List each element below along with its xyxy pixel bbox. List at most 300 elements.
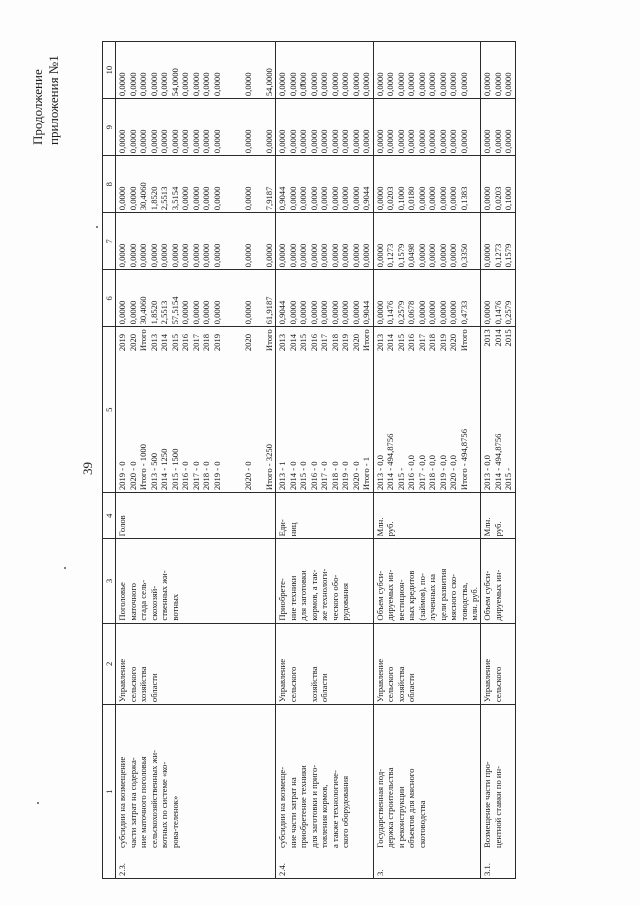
cell-line: сельского: [492, 666, 503, 703]
column-number-header: 2: [103, 623, 116, 705]
funding-c10: [373, 42, 481, 99]
cell-line: 0,0000: [427, 129, 438, 154]
cell-line: 0,0000: [190, 129, 201, 154]
cell-line: 0,0203: [385, 186, 396, 211]
cell-line: 2014: [492, 329, 503, 347]
cell-line: 0,0000: [448, 243, 459, 268]
cell-line: 0,0000: [361, 243, 372, 268]
cell-line: 0,0000: [211, 129, 222, 154]
cell-line: 0,0000: [416, 129, 427, 154]
targets: [482, 434, 513, 491]
indicator-name: [481, 539, 515, 623]
cell-line: 0,0000: [180, 186, 191, 211]
column-number-header: 6: [103, 270, 116, 327]
cell-line: 0,0000: [287, 186, 298, 211]
cell-line: 0,0000: [503, 129, 514, 154]
cell-line: области: [319, 673, 330, 703]
cell-line: Итого - 1: [361, 456, 372, 491]
cell-line: 2016 - 0: [308, 461, 319, 491]
cell-line: хозяйства: [308, 666, 319, 703]
cell-line: 0,0000: [243, 300, 254, 325]
cell-line: а также технологиче-: [329, 770, 340, 848]
cell-line: 0,0000: [277, 72, 288, 97]
years: [482, 329, 513, 346]
funding-c7: [276, 213, 373, 270]
cell-line: 0,0000: [190, 300, 201, 325]
cell-line: 2013: [277, 333, 288, 352]
subsidy-table: [102, 41, 516, 879]
cell-line: 57,5154: [169, 296, 180, 325]
cell-line: области: [148, 673, 159, 703]
cell-line: 0,0000: [287, 300, 298, 325]
cell-line: руб.: [492, 521, 503, 537]
cell-line: [233, 444, 243, 490]
funding-c6: [116, 270, 276, 327]
cell-line: 0,0000: [243, 243, 254, 268]
cell-line: вотных: [169, 593, 180, 621]
cell-line: 0,1000: [395, 186, 406, 211]
cell-line: 0,0000: [201, 129, 212, 154]
cell-line: Управление: [277, 658, 288, 703]
cell-line: 2019: [437, 333, 448, 352]
cell-line: 0,0000: [201, 72, 212, 97]
cell-line: 0,0000: [319, 243, 330, 268]
cell-line: 0,0000: [308, 300, 319, 325]
cell-line: 0,0000: [437, 243, 448, 268]
cell-line: 0,0498: [406, 243, 417, 268]
responsible-org: [481, 623, 515, 705]
unit-of-measure: [373, 493, 481, 539]
cell-line: 2019 - 0: [117, 461, 128, 491]
cell-line: 2020: [243, 333, 254, 352]
cell-line: ниц: [287, 522, 298, 537]
cell-line: 0,0000: [308, 72, 319, 97]
cell-line: ние маточного поголовья: [138, 756, 149, 848]
column-number-row: [103, 42, 116, 879]
column-number-header: 7: [103, 213, 116, 270]
cell-line: маточного: [127, 583, 138, 621]
targets: [277, 457, 371, 490]
measure-name: [116, 705, 276, 879]
cell-line: же технологи-: [319, 568, 330, 621]
cell-line: 2019 - 0,0: [437, 455, 448, 491]
cell-line: стада сель-: [138, 579, 149, 621]
cell-line: Итого: [138, 329, 149, 352]
measure-name: [276, 705, 373, 879]
cell-line: 2018: [329, 333, 340, 352]
cell-line: 0,1579: [503, 243, 514, 268]
responsible-org: [116, 623, 276, 705]
cell-line: 0,0000: [416, 186, 427, 211]
cell-line: 0,0000: [308, 243, 319, 268]
cell-line: 0,0000: [437, 129, 448, 154]
funding-c6: [373, 270, 481, 327]
cell-line: 2015 - 0: [298, 461, 309, 491]
cell-line: млн. руб.: [468, 587, 479, 621]
cell-line: объектов для мясного: [406, 768, 417, 848]
unit-of-measure: [481, 493, 515, 539]
cell-line: 2013 - 500: [148, 452, 159, 491]
cell-line: Млн.: [374, 517, 385, 537]
cell-line: 0,0000: [350, 243, 361, 268]
cell-line: 0,1273: [492, 243, 503, 268]
cell-line: 0,3350: [458, 243, 469, 268]
cell-line: Управление: [117, 658, 128, 703]
target-values: [481, 327, 515, 493]
cell-line: 0,0000: [340, 72, 351, 97]
row-number-label: 3.1.: [482, 863, 493, 876]
cell-line: 2,5513: [159, 300, 170, 325]
cell-line: ние части затрат на: [287, 777, 298, 848]
target-year-grid: [277, 329, 371, 490]
cell-line: 0,0000: [169, 243, 180, 268]
cell-line: 0,0000: [117, 300, 128, 325]
cell-line: 2015 - 1500: [169, 448, 180, 491]
cell-line: рова-теленок»: [169, 795, 180, 848]
cell-line: [233, 215, 243, 267]
cell-line: 0,0000: [448, 300, 459, 325]
cell-line: [233, 329, 243, 351]
cell-line: 2015: [298, 333, 309, 352]
cell-line: 0,0000: [127, 300, 138, 325]
cell-line: 2018 - 0: [329, 461, 340, 491]
funding-c10: [276, 42, 373, 99]
cell-line: 0,0000: [319, 72, 330, 97]
cell-line: 0,0000: [427, 300, 438, 325]
cell-line: Млн.: [482, 517, 493, 537]
responsible-org: [276, 623, 373, 705]
cell-line: Поголовье: [117, 582, 128, 621]
cell-line: ние техники: [287, 575, 298, 621]
cell-line: вестицион-: [395, 579, 406, 621]
cell-line: 2019: [340, 333, 351, 352]
unit-of-measure: [116, 493, 276, 539]
cell-line: 0,0000: [385, 129, 396, 154]
cell-line: 0,0000: [298, 186, 309, 211]
cell-line: 0,9044: [277, 186, 288, 211]
cell-line: 0,0000: [482, 300, 493, 325]
cell-line: 0,1476: [385, 300, 396, 325]
row-number-label: 2.3.: [117, 863, 128, 876]
cell-line: 0,1579: [395, 243, 406, 268]
cell-line: субсидии на возмеще-: [277, 766, 288, 848]
cell-line: 2020 - 0: [350, 461, 361, 491]
cell-line: 2013 - 0,0: [482, 455, 493, 491]
funding-c8: [116, 156, 276, 213]
cell-line: 2014 - 494,8756: [492, 433, 503, 491]
cell-line: 0,0000: [319, 129, 330, 154]
cell-line: 0,0000: [448, 186, 459, 211]
cell-line: 2020: [350, 333, 361, 352]
cell-line: Возмещение части про-: [482, 761, 493, 848]
cell-line: 0,0000: [350, 72, 361, 97]
funding-c7: [373, 213, 481, 270]
cell-line: 0,0000: [427, 186, 438, 211]
cell-line: Объем субси-: [482, 570, 493, 621]
cell-line: 0,0000: [416, 72, 427, 97]
cell-line: дируемых ин-: [385, 569, 396, 621]
cell-line: Управление: [374, 658, 385, 703]
cell-line: 0,0000: [117, 72, 128, 97]
cell-line: 0,0000: [127, 186, 138, 211]
funding-c9: [481, 99, 515, 156]
cell-line: 0,9044: [277, 300, 288, 325]
cell-line: [222, 444, 232, 490]
cell-line: 0,0000: [159, 243, 170, 268]
cell-line: 2017: [416, 333, 427, 352]
cell-line: ственных жи-: [159, 570, 170, 621]
column-number-header: 5: [103, 327, 116, 493]
funding-c9: [116, 99, 276, 156]
cell-line: 0,0000: [340, 300, 351, 325]
funding-c9: [373, 99, 481, 156]
measure-text: [277, 707, 350, 848]
cell-line: 0,0000: [319, 186, 330, 211]
total-c7: 0,0000: [263, 243, 274, 268]
cell-line: 0,0000: [482, 186, 493, 211]
cell-line: Еди-: [277, 519, 288, 537]
cell-line: 0,0000: [287, 243, 298, 268]
cell-line: 2013: [374, 333, 385, 352]
cell-line: 0,0000: [319, 300, 330, 325]
cell-line: [222, 158, 232, 210]
funding-c10: [481, 42, 515, 99]
cell-line: 0,0000: [458, 72, 469, 97]
cell-line: [222, 101, 232, 153]
page-number: 39: [80, 462, 95, 475]
cell-line: Управление: [482, 658, 493, 703]
cell-line: 2019: [211, 333, 222, 352]
cell-line: 0,0000: [416, 300, 427, 325]
cell-line: 2016 - 0,0: [406, 455, 417, 491]
continuation-title: Продолжение приложения №1: [30, 55, 61, 145]
cell-line: цели развития: [437, 568, 448, 621]
cell-line: 0,0000: [427, 72, 438, 97]
cell-line: 0,0000: [427, 243, 438, 268]
funding-c8: [276, 156, 373, 213]
cell-line: дируемых ин-: [492, 569, 503, 621]
cell-line: ческого обо-: [329, 574, 340, 621]
cell-line: 0,0000: [503, 72, 514, 97]
cell-line: 0,0000: [180, 72, 191, 97]
cell-line: 2015: [395, 333, 406, 352]
target-values: [276, 327, 373, 493]
cell-line: 0,2579: [503, 300, 514, 325]
cell-line: руб.: [385, 521, 396, 537]
cell-line: 0,0000: [117, 129, 128, 154]
cell-line: центной ставки по ин-: [492, 766, 503, 848]
cell-line: 0,1000: [503, 186, 514, 211]
cell-line: [222, 215, 232, 267]
cell-line: 0,9044: [361, 186, 372, 211]
cell-line: [233, 44, 243, 96]
cell-line: 2020 - 0: [127, 461, 138, 491]
column-number-header: 3: [103, 539, 116, 623]
cell-line: 0,0678: [406, 300, 417, 325]
cell-line: 0,0000: [395, 72, 406, 97]
cell-line: 0,0000: [127, 72, 138, 97]
cell-line: 2013 - 1: [277, 461, 288, 491]
funding-c6: [481, 270, 515, 327]
indicator-name: [373, 539, 481, 623]
cell-line: 0,0000: [180, 129, 191, 154]
cell-line: 0,0000: [492, 72, 503, 97]
cell-line: 0,0000: [169, 129, 180, 154]
cell-line: 0,0000: [448, 72, 459, 97]
cell-line: [233, 272, 243, 324]
cell-line: 2014: [385, 333, 396, 352]
cell-line: 2017 - 0,0: [416, 455, 427, 491]
column-number-header: 4: [103, 493, 116, 539]
cell-line: 2020 - 0,0: [448, 455, 459, 491]
cell-line: вотных по системе «ко-: [159, 761, 170, 848]
cell-line: 2018 - 0,0: [427, 455, 438, 491]
cell-line: 2015: [169, 333, 180, 352]
total-c9: 0,0000: [263, 129, 274, 154]
cell-line: 30,4060: [138, 182, 149, 211]
cell-line: 0,0000: [406, 129, 417, 154]
cell-line: 0,0000: [127, 243, 138, 268]
row-number-label: 3.: [374, 869, 385, 876]
measure-text: [482, 707, 503, 848]
cell-line: сельского: [127, 666, 138, 703]
cell-line: 0,0000: [395, 129, 406, 154]
cell-line: 2013 - 0,0: [374, 455, 385, 491]
cell-line: 0,0000: [482, 72, 493, 97]
cell-line: 2018: [201, 333, 212, 352]
cell-line: 2020 - 0: [243, 461, 254, 491]
cell-line: товодства,: [458, 582, 469, 621]
cell-line: 0,0000: [350, 300, 361, 325]
cell-line: для заготовки: [298, 570, 309, 621]
indicator-name: [276, 539, 373, 623]
cell-line: 0,0000: [190, 243, 201, 268]
cell-line: Итого: [361, 329, 372, 352]
cell-line: 0,0000: [406, 72, 417, 97]
cell-line: [222, 272, 232, 324]
cell-line: 0,0000: [298, 129, 309, 154]
table-row: [276, 42, 373, 879]
cell-line: 0,0000: [329, 186, 340, 211]
cell-line: части затрат на содержа-: [127, 757, 138, 848]
cell-line: хозяйства: [138, 666, 149, 703]
cell-line: 2016: [308, 333, 319, 352]
total-c6: 61,9187: [263, 296, 274, 325]
cell-line: Голов: [117, 515, 128, 537]
cell-line: 0,0000: [329, 243, 340, 268]
cell-line: скотоводства: [416, 800, 427, 848]
cell-line: 0,0000: [243, 72, 254, 97]
cell-line: 0,0000: [329, 72, 340, 97]
cell-line: 2017: [319, 333, 330, 352]
cell-line: 0,0000: [211, 186, 222, 211]
cell-line: 0,0000: [308, 129, 319, 154]
cell-line: 0,0000: [117, 243, 128, 268]
years: [117, 329, 274, 351]
measure-text: [375, 707, 427, 848]
cell-line: 2016: [180, 333, 191, 352]
cell-line: 2019 - 0: [340, 461, 351, 491]
cell-line: 0,0000: [437, 72, 448, 97]
row-number-label: 2.4.: [277, 863, 288, 876]
cell-line: 0,0000: [180, 300, 191, 325]
target-year-grid: [375, 329, 469, 490]
cell-line: 0,0000: [148, 72, 159, 97]
cell-line: 0,0000: [374, 72, 385, 97]
cell-line: 0,1476: [492, 300, 503, 325]
target-values: [116, 327, 276, 493]
cell-line: хозяйства: [395, 666, 406, 703]
cell-line: лученных на: [427, 574, 438, 621]
cell-line: ных кредитов: [406, 570, 417, 621]
cell-line: 0,0000: [374, 129, 385, 154]
cell-line: 0,0000: [329, 300, 340, 325]
indicator-name: [116, 539, 276, 623]
funding-c6: [276, 270, 373, 327]
cell-line: 2015: [503, 329, 514, 347]
targets: [375, 429, 469, 490]
cell-line: 0,0000: [416, 243, 427, 268]
total-year: Итого: [263, 329, 274, 352]
cell-line: 2013: [482, 329, 493, 347]
cell-line: 54,0000: [169, 68, 180, 97]
cell-line: 0,0000: [298, 300, 309, 325]
cell-line: 2015 -: [503, 467, 514, 491]
cell-line: 0,1273: [385, 243, 396, 268]
cell-line: Государственная под-: [374, 768, 385, 848]
cell-line: 2020: [448, 333, 459, 352]
cell-line: 0,0000: [159, 72, 170, 97]
cell-line: 0,1383: [458, 186, 469, 211]
cell-line: 0,0000: [190, 186, 201, 211]
cell-line: мясного ско-: [448, 573, 459, 621]
targets: [117, 444, 274, 490]
cell-line: 0,0000: [211, 243, 222, 268]
cell-line: 2017 - 0: [190, 461, 201, 491]
target-year-grid: [117, 329, 274, 490]
cell-line: 0,0000: [180, 243, 191, 268]
cell-line: 0,0000: [201, 300, 212, 325]
cell-line: 0,0000: [190, 72, 201, 97]
cell-line: 0,0000: [448, 129, 459, 154]
cell-line: сельскохозяйственных жи-: [148, 750, 159, 848]
cell-line: 0,0000: [437, 186, 448, 211]
cell-line: 2014: [287, 333, 298, 352]
cell-line: 1,8520: [148, 186, 159, 211]
cell-line: 0,0000: [298, 243, 309, 268]
cell-line: 0,0000: [340, 129, 351, 154]
cell-line: 0,0000: [148, 243, 159, 268]
years: [375, 329, 469, 351]
cell-line: [222, 44, 232, 96]
cell-line: [222, 329, 232, 351]
cell-line: [233, 158, 243, 210]
cell-line: 2020: [127, 333, 138, 352]
cell-line: 0,0000: [361, 72, 372, 97]
cell-line: 0,0000: [458, 129, 469, 154]
cell-line: 0,0203: [492, 186, 503, 211]
cell-line: 0,9044: [361, 300, 372, 325]
cell-line: для заготовки и приго-: [308, 764, 319, 848]
cell-line: 0,0000: [277, 243, 288, 268]
cell-line: области: [406, 673, 417, 703]
cell-line: товления кормов,: [319, 784, 330, 848]
cell-line: 2017: [190, 333, 201, 352]
cell-line: 0,0000: [492, 129, 503, 154]
cell-line: Итого - 494,8756: [458, 429, 469, 491]
column-number-header: 9: [103, 99, 116, 156]
cell-line: 0,0000: [308, 186, 319, 211]
